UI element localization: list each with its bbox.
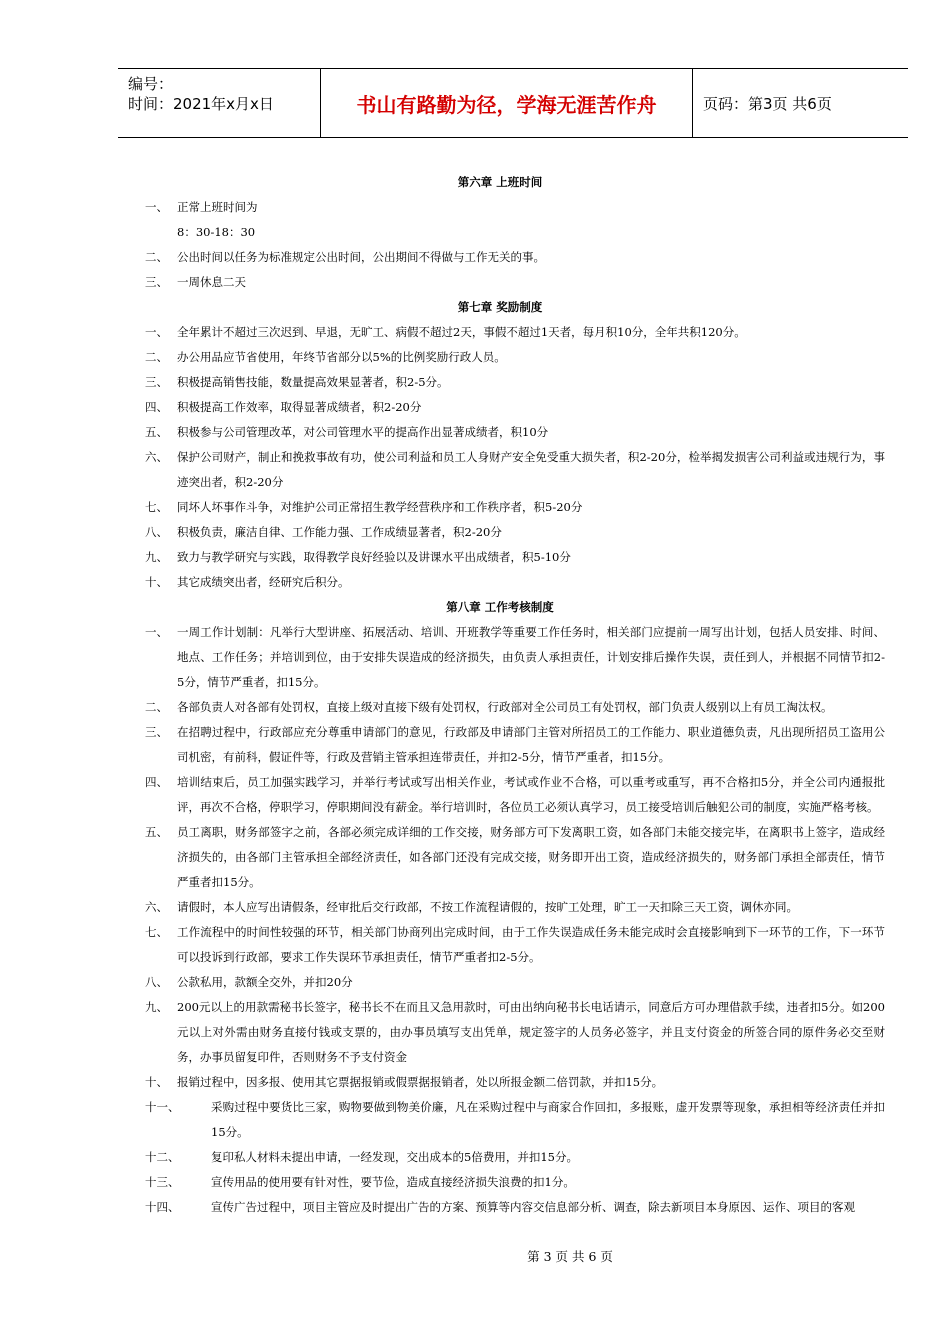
chapter-title: 第八章 工作考核制度 — [446, 600, 554, 614]
list-item — [145, 820, 885, 895]
list-item — [145, 395, 885, 420]
list-item — [145, 545, 885, 570]
list-item — [145, 495, 885, 520]
item-number: 十、 — [145, 575, 168, 589]
item-number: 十四、 — [145, 1200, 180, 1214]
item-number: 二、 — [145, 350, 168, 364]
list-item — [145, 320, 885, 345]
item-text: 培训结束后，员工加强实践学习，并举行考试或写出相关作业，考试或作业不合格，可以重考或重写，再不合格扣5分，并全公司内通报批评，再次不合格，停职学习，停职期间没有薪金。举行培训时，各位员工必须认真学习，员工接受培训后触犯公司的制度，实施严格考核。 — [177, 775, 885, 814]
item-number: 三、 — [145, 375, 168, 389]
item-text: 同坏人坏事作斗争，对维护公司正常招生教学经营秩序和工作秩序者，积5-20分 — [177, 500, 583, 514]
item-number: 六、 — [145, 900, 168, 914]
list-item — [145, 920, 885, 970]
list-item — [145, 270, 885, 295]
item-text: 积极参与公司管理改革，对公司管理水平的提高作出显著成绩者，积10分 — [177, 425, 549, 439]
list-item — [145, 245, 885, 270]
item-number: 九、 — [145, 1000, 168, 1014]
item-number: 十三、 — [145, 1175, 180, 1189]
item-text: 正常上班时间为 — [177, 200, 258, 214]
item-text: 积极负责，廉洁自律、工作能力强、工作成绩显著者，积2-20分 — [177, 525, 502, 539]
list-item — [145, 995, 885, 1070]
list-item — [145, 895, 885, 920]
list-item — [145, 520, 885, 545]
item-text: 200元以上的用款需秘书长签字，秘书长不在而且又急用款时，可由出纳向秘书长电话请示，同意后方可办理借款手续，违者扣5分。如200元以上对外需由财务直接付钱或支票的，由办事员填写支出凭单，规定签字的人员务必签字，并且支付资金的所签合同的原件务必交至财务，办事员留复印件，否则财务不予支付资金 — [177, 1000, 885, 1064]
item-number: 三、 — [145, 725, 168, 739]
list-item — [145, 445, 885, 495]
list-item — [145, 970, 885, 995]
item-number: 一、 — [145, 625, 168, 639]
list-item — [145, 695, 885, 720]
list-item — [145, 770, 885, 820]
item-text: 积极提高工作效率，取得显著成绩者，积2-20分 — [177, 400, 422, 414]
doc-date-label: 时间：2021年x月x日 — [128, 95, 274, 113]
item-number: 七、 — [145, 500, 168, 514]
item-text: 请假时，本人应写出请假条，经审批后交行政部，不按工作流程请假的，按旷工处理，旷工一天扣除三天工资，调休亦同。 — [177, 900, 798, 914]
item-number: 一、 — [145, 200, 168, 214]
chapter-title: 第七章 奖励制度 — [457, 300, 543, 314]
item-number: 六、 — [145, 450, 168, 464]
item-number: 二、 — [145, 700, 168, 714]
list-item — [145, 420, 885, 445]
item-text: 员工离职，财务部签字之前，各部必须完成详细的工作交接，财务部方可下发离职工资，如各部门未能交接完毕，在离职书上签字，造成经济损失的，由各部门主管承担全部经济责任，如各部门还没有完成交接，财务即开出工资，造成经济损失的，财务部门承担全部责任，情节严重者扣15分。 — [177, 825, 885, 889]
item-text: 公款私用，款额全交外，并扣20分 — [177, 975, 353, 989]
item-number: 三、 — [145, 275, 168, 289]
item-number: 五、 — [145, 425, 168, 439]
list-item — [145, 1170, 885, 1195]
item-text: 宣传广告过程中，项目主管应及时提出广告的方案、预算等内容交信息部分析、调查，除去新项目本身原因、运作、项目的客观 — [211, 1200, 855, 1214]
item-text: 宣传用品的使用要有针对性，要节俭，造成直接经济损失浪费的扣1分。 — [211, 1175, 575, 1189]
item-number: 五、 — [145, 825, 168, 839]
item-text: 全年累计不超过三次迟到、早退，无旷工、病假不超过2天，事假不超过1天者，每月积10分，全年共积120分。 — [177, 325, 746, 339]
item-number: 八、 — [145, 975, 168, 989]
item-text: 在招聘过程中，行政部应充分尊重申请部门的意见，行政部及申请部门主管对所招员工的工作能力、职业道德负责，凡出现所招员工盗用公司机密，有前科，假证件等，行政及营销主管承担连带责任，并扣2-5分，情节严重者，扣15分。 — [177, 725, 885, 764]
list-item — [145, 620, 885, 695]
list-item — [145, 195, 885, 220]
item-number: 七、 — [145, 925, 168, 939]
header-motto: 书山有路勤为径，学海无涯苦作舟 — [356, 92, 657, 117]
item-text: 公出时间以任务为标准规定公出时间，公出期间不得做与工作无关的事。 — [177, 250, 545, 264]
item-text: 保护公司财产，制止和挽救事故有功，使公司利益和员工人身财产安全免受重大损失者，积2-20分，检举揭发损害公司利益或违规行为，事迹突出者，积2-20分 — [177, 450, 885, 489]
item-text: 采购过程中要货比三家，购物要做到物美价廉，凡在采购过程中与商家合作回扣，多报账，虚开发票等现象，承担相等经济责任并扣15分。 — [211, 1100, 885, 1139]
item-text: 致力与教学研究与实践，取得教学良好经验以及讲课水平出成绩者，积5-10分 — [177, 550, 571, 564]
list-item — [145, 1070, 885, 1095]
header-page-code: 页码：第3页 共6页 — [703, 94, 832, 113]
item-text: 复印私人材料未提出申请，一经发现，交出成本的5倍费用，并扣15分。 — [211, 1150, 578, 1164]
item-number: 四、 — [145, 775, 168, 789]
list-item — [145, 570, 885, 595]
list-item — [145, 1095, 885, 1145]
item-number: 十二、 — [145, 1150, 180, 1164]
item-text: 其它成绩突出者，经研究后积分。 — [177, 575, 350, 589]
item-number: 四、 — [145, 400, 168, 414]
page-footer: 第 3 页 共 6 页 — [527, 1249, 613, 1264]
doc-number-label: 编号： — [128, 75, 174, 93]
list-item — [145, 1195, 885, 1220]
list-item — [145, 720, 885, 770]
list-item — [145, 1145, 885, 1170]
item-text: 工作流程中的时间性较强的环节，相关部门协商列出完成时间，由于工作失误造成任务未能完成时会直接影响到下一环节的工作，下一环节可以投诉到行政部，要求工作失误环节承担责任，情节严重者扣2-5分。 — [177, 925, 885, 964]
item-extra: 8：30-18：30 — [177, 225, 256, 239]
list-item — [145, 345, 885, 370]
item-number: 九、 — [145, 550, 168, 564]
item-number: 十一、 — [145, 1100, 180, 1114]
item-text: 报销过程中，因多报、使用其它票据报销或假票据报销者，处以所报金额二倍罚款，并扣15分。 — [177, 1075, 664, 1089]
item-number: 八、 — [145, 525, 168, 539]
item-text: 各部负责人对各部有处罚权，直接上级对直接下级有处罚权，行政部对全公司员工有处罚权，部门负责人级别以上有员工淘汰权。 — [177, 700, 833, 714]
item-number: 十、 — [145, 1075, 168, 1089]
item-number: 二、 — [145, 250, 168, 264]
chapter-title: 第六章 上班时间 — [457, 175, 543, 189]
item-number: 一、 — [145, 325, 168, 339]
item-text: 积极提高销售技能，数量提高效果显著者，积2-5分。 — [177, 375, 449, 389]
item-text: 一周休息二天 — [177, 275, 246, 289]
header-meta — [118, 69, 320, 137]
item-text: 一周工作计划制：凡举行大型讲座、拓展活动、培训、开班教学等重要工作任务时，相关部门应提前一周写出计划，包括人员安排、时间、地点、工作任务；并培训到位，由于安排失误造成的经济损失，由负责人承担责任，计划安排后操作失误，责任到人，并根据不同情节扣2-5分，情节严重者，扣15分。 — [177, 625, 885, 689]
document-body — [145, 170, 885, 1220]
header-table — [118, 68, 908, 138]
list-item — [145, 370, 885, 395]
item-text: 办公用品应节省使用，年终节省部分以5%的比例奖励行政人员。 — [177, 350, 506, 364]
